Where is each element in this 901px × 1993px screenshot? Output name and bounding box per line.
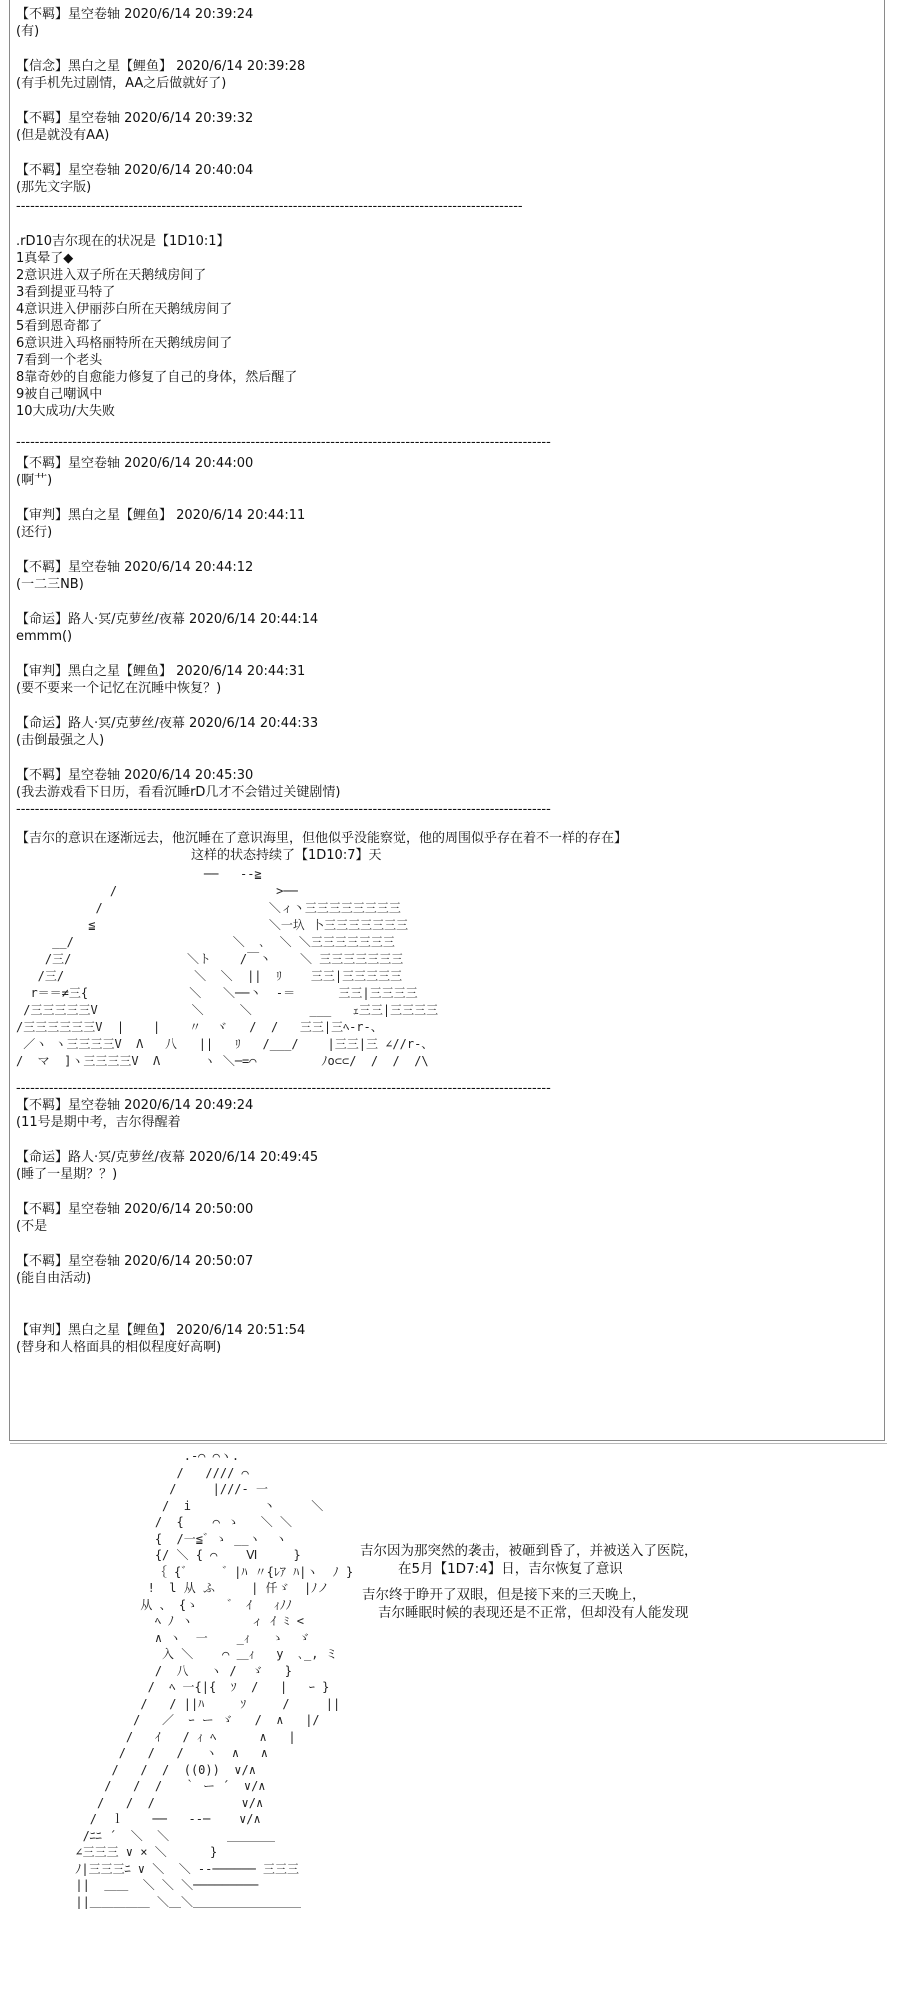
narration-line: 在5月【1D7:4】日，吉尔恢复了意识: [398, 1561, 623, 1577]
roll-option: 3看到提亚马特了: [16, 285, 116, 300]
message-text: (不是: [16, 1219, 48, 1234]
separator-line: ------------------------------------------------------------------------------------------------------------------: [16, 435, 551, 450]
message-header: 【不羁】星空卷轴 2020/6/14 20:40:04: [16, 163, 254, 178]
chat-message: [16, 110, 878, 144]
message-text: emmm(): [16, 629, 73, 644]
scene-subcaption: 这样的状态持续了【1D10:7】天: [191, 848, 382, 863]
message-text: (我去游戏看下日历，看看沉睡rD几才不会错过关键剧情): [16, 785, 341, 800]
message-header: 【不羁】星空卷轴 2020/6/14 20:44:12: [16, 560, 254, 575]
chat-message: [16, 767, 878, 801]
message-header: 【审判】黑白之星【鲤鱼】 2020/6/14 20:44:31: [16, 664, 306, 679]
message-text: (那先文字版): [16, 180, 92, 195]
message-text: (11号是期中考，吉尔得醒着: [16, 1115, 181, 1130]
message-header: 【命运】路人·冥/克萝丝/夜幕 2020/6/14 20:44:33: [16, 716, 319, 731]
message-header: 【不羁】星空卷轴 2020/6/14 20:39:24: [16, 7, 254, 22]
message-header: 【信念】黑白之星【鲤鱼】 2020/6/14 20:39:28: [16, 59, 306, 74]
message-header: 【不羁】星空卷轴 2020/6/14 20:44:00: [16, 456, 254, 471]
message-text: (能自由活动): [16, 1271, 92, 1286]
roll-option: 6意识进入玛格丽特所在天鹅绒房间了: [16, 336, 233, 351]
message-header: 【不羁】星空卷轴 2020/6/14 20:39:32: [16, 111, 254, 126]
chat-message: [16, 58, 878, 92]
narration-line: 吉尔终于睁开了双眼，但是接下来的三天晚上，: [362, 1587, 646, 1603]
chat-log-frame: [9, 0, 885, 1441]
message-text: (但是就没有AA): [16, 128, 110, 143]
message-header: 【不羁】星空卷轴 2020/6/14 20:50:07: [16, 1254, 254, 1269]
aa-scene: [16, 830, 878, 1070]
message-header: 【审判】黑白之星【鲤鱼】 2020/6/14 20:51:54: [16, 1323, 306, 1338]
scene-caption: 【吉尔的意识在逐渐远去，他沉睡在了意识海里，但他似乎没能察觉，他的周围似乎存在着不一样的存在】: [16, 831, 628, 846]
message-text: (要不要来一个记忆在沉睡中恢复？): [16, 681, 222, 696]
separator-line: ------------------------------------------------------------------------------------------------------------------: [16, 802, 551, 817]
message-header: 【命运】路人·冥/克萝丝/夜幕 2020/6/14 20:44:14: [16, 612, 319, 627]
message-header: 【不羁】星空卷轴 2020/6/14 20:49:24: [16, 1098, 254, 1113]
message-header: 【审判】黑白之星【鲤鱼】 2020/6/14 20:44:11: [16, 508, 306, 523]
message-text: (有手机先过剧情，AA之后做就好了): [16, 76, 227, 91]
roll-option: 5看到恩奇都了: [16, 319, 103, 334]
chat-message: [16, 507, 878, 541]
roll-option: 7看到一个老头: [16, 353, 103, 368]
message-text: (替身和人格面具的相似程度好高啊): [16, 1340, 222, 1355]
chat-message: [16, 1097, 878, 1131]
roll-option: 9被自己嘲讽中: [16, 387, 103, 402]
roll-option: 1真晕了◆: [16, 251, 74, 266]
dice-roll-title: .rD10吉尔现在的状况是【1D10:1】: [16, 234, 230, 249]
dice-roll-block: [16, 233, 878, 420]
chat-message: [16, 1201, 878, 1235]
narration-line: 吉尔因为那突然的袭击，被砸到昏了，并被送入了医院，: [360, 1543, 698, 1559]
message-text: (有): [16, 24, 40, 39]
message-header: 【不羁】星空卷轴 2020/6/14 20:45:30: [16, 768, 254, 783]
chat-message: [16, 559, 878, 593]
message-text: (睡了一星期？？): [16, 1167, 118, 1182]
ascii-art-figures: ── ‐‐≧ / >── / ＼ィ丶三三三三三三三三 ≦ ＼一圦 卜三三三三三三三 __/ ＼ ､ ＼ ＼三三三三三三三 /三/ ＼ト /￣丶 ＼ 三三三三三三三 /三/ ＼ ＼ || ﾘ 三三|三三三三三 r＝＝≠三{ ＼ ＼──丶 ‐＝ 三三|三三三三 /三三三三三V ＼ ＼ ___ ｪ三三|三三三三 /三三三三三三V | | 〃 ヾ / / 三三|三ﾍ-r-、 ／ヽ ヽ三三三三V Λ 八 || ﾘ /___/ |三三|三 ∠//r-、 / マ ]ヽ三三三三V Λ ヽ ＼─=⌒ ﾉo⊂⊂/ / / /\: [16, 867, 439, 1068]
roll-option: 10大成功/大失败: [16, 404, 115, 419]
chat-log: [16, 6, 878, 1356]
chat-message: [16, 1322, 878, 1356]
message-text: (还行): [16, 525, 53, 540]
chat-message: [16, 1149, 878, 1183]
message-text: (一二三NB): [16, 577, 84, 592]
chat-message: [16, 611, 878, 645]
narration-line: 吉尔睡眠时候的表现还是不正常，但却没有人能发现: [378, 1605, 689, 1621]
chat-message: [16, 6, 878, 40]
message-header: 【不羁】星空卷轴 2020/6/14 20:50:00: [16, 1202, 254, 1217]
chat-message: [16, 455, 878, 489]
chat-message: [16, 162, 878, 196]
separator-line: ------------------------------------------------------------------------------------------------------------: [16, 199, 523, 214]
chat-message: [16, 1253, 878, 1287]
chat-message: [16, 715, 878, 749]
narration-text: [360, 1542, 880, 1622]
ascii-art-character: .‐⌒ ⌒ヽ. / //// ⌒ / |///‐ 一 / i 丶 ＼ / { ⌒ ゝ ＼ ＼ { /一≦゛ゝ __ヽ ヽ {/ ＼ { ⌒ Ⅵ } ｛ {゛ ゛|ﾊ 〃{ﾚｱ ﾊ|ヽ ﾉ } ! l 从 ふ | 仟ゞ |ﾉノ 从 、 {ゝ ゛ ｲ ｨﾉﾉ ﾍ ﾉ ヽ ィ ｲ ﾐ < ∧ ヽ 一 _ｨ ゝ ゞ 入 ＼ ⌒ ＿ｨ y ､_, ミ / 八 ヽ / ゞ } / ﾍ 一{|{ ｿ / | ｰ } / / ||ﾊ ｿ / || / ／ ｰ ー ゞ / ∧ |/ / ｲ / ｨ ﾍ ∧ | / / / ヽ ∧ ∧ / / / ((0)) ∨/∧ / / / ｀ ー ´ ∨/∧ / / / ∨/∧ / ｌ ── ‐‐─ ∨/∧ /ﾆﾆ ´ ＼ ＼ ＿＿＿＿ ∠三三三 ∨ × ＼ } ﾉ|三三三ﾆ ∨ ＼ ＼ ‐‐────── 三三三 || ＿＿ ＼ ＼ ＼───────── ||＿＿＿＿＿ ＼＿＼＿＿＿＿＿＿＿＿＿: [75, 1449, 354, 1909]
chat-message: [16, 663, 878, 697]
roll-option: 8靠奇妙的自愈能力修复了自己的身体，然后醒了: [16, 370, 298, 385]
message-text: (啊艹): [16, 473, 53, 488]
roll-option: 4意识进入伊丽莎白所在天鹅绒房间了: [16, 302, 233, 317]
roll-option: 2意识进入双子所在天鹅绒房间了: [16, 268, 207, 283]
separator-line: ------------------------------------------------------------------------------------------------------------------: [16, 1081, 551, 1096]
message-text: (击倒最强之人): [16, 733, 105, 748]
message-header: 【命运】路人·冥/克萝丝/夜幕 2020/6/14 20:49:45: [16, 1150, 319, 1165]
